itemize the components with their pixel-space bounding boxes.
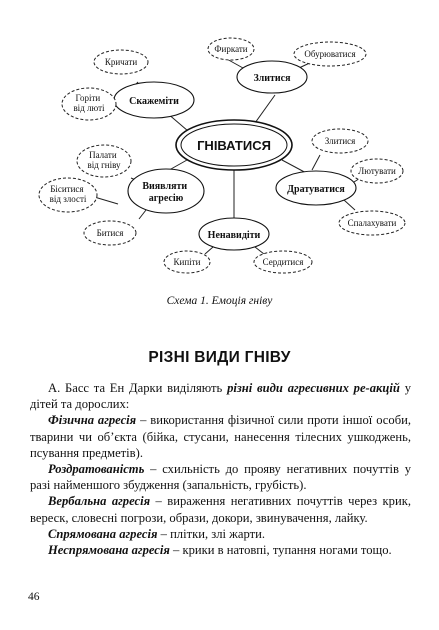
definition-term: Спрямована агресія — [48, 526, 158, 541]
leaf-label: Кричати — [104, 57, 138, 67]
definition-text: – крики в натовпі, тупання ногами тощо. — [169, 543, 392, 558]
leaf-label: Лютувати — [358, 166, 396, 176]
definition-paragraph — [30, 412, 411, 461]
leaf-label: Горіти від люті — [73, 93, 105, 113]
group-label-dratuvatysia: Дратуватися — [287, 184, 345, 195]
definition-text: – схильність до прояву негативних почуттів у разі найменшого збудження (запальність, грубість). — [30, 462, 411, 493]
group-label-skazhenity: Скажеміти — [129, 96, 179, 107]
group-label-zlytysia: Злитися — [253, 73, 291, 84]
intro-emphasis: різні види агресивних ре-акцій — [227, 381, 400, 395]
leaf-label: Сердитися — [262, 257, 304, 267]
definition-term: Вербальна агресія — [48, 494, 151, 509]
section-title: РІЗНІ ВИДИ ГНІВУ — [148, 349, 291, 366]
definition-paragraph — [30, 526, 411, 542]
leaf-label: Злитися — [324, 136, 356, 146]
definition-term: Неспрямована агресія — [48, 543, 170, 558]
definition-term: Роздратованість — [48, 462, 145, 477]
definition-paragraph — [30, 542, 411, 558]
leaf-label: Обурюватися — [304, 49, 356, 59]
leaf-label: Спалахувати — [347, 218, 397, 228]
group-label-aggression: Виявляти агресію — [142, 181, 188, 204]
definition-paragraph — [30, 461, 411, 493]
leaf-label: Кипіти — [173, 257, 201, 267]
figure-caption: Схема 1. Емоція гніву — [166, 295, 273, 307]
leaf-label: Фиркати — [214, 44, 248, 54]
definition-text: – плітки, злі жарти. — [157, 526, 265, 541]
definition-term: Фізична агресія — [48, 413, 137, 428]
intro-text-end: у дітей та дорослих: — [30, 381, 411, 412]
definition-text: – вираження негативних почуттів через крик, вереск, словесні погрози, образи, докори, звинувачення, лайку. — [30, 494, 411, 525]
definition-paragraph — [30, 493, 411, 525]
definition-text: – використання фізичної сили проти іншої особи, тварини чи об’єкта (бійка, стусани, нанесення тілесних ушкоджень, псування предметів). — [30, 413, 411, 460]
leaf-label: Палати від гніву — [87, 150, 121, 170]
group-label-nenavydity: Ненавидіти — [207, 230, 261, 241]
page-number: 46 — [28, 591, 40, 603]
center-label: ГНІВАТИСЯ — [197, 138, 271, 153]
leaf-label: Біситися від злості — [49, 184, 87, 204]
emotion-diagram — [0, 0, 439, 290]
intro-text: А. Басс та Ен Дарки виділяють — [48, 381, 228, 395]
intro-paragraph — [30, 380, 411, 412]
body-text — [30, 380, 411, 558]
leaf-label: Битися — [96, 228, 124, 238]
